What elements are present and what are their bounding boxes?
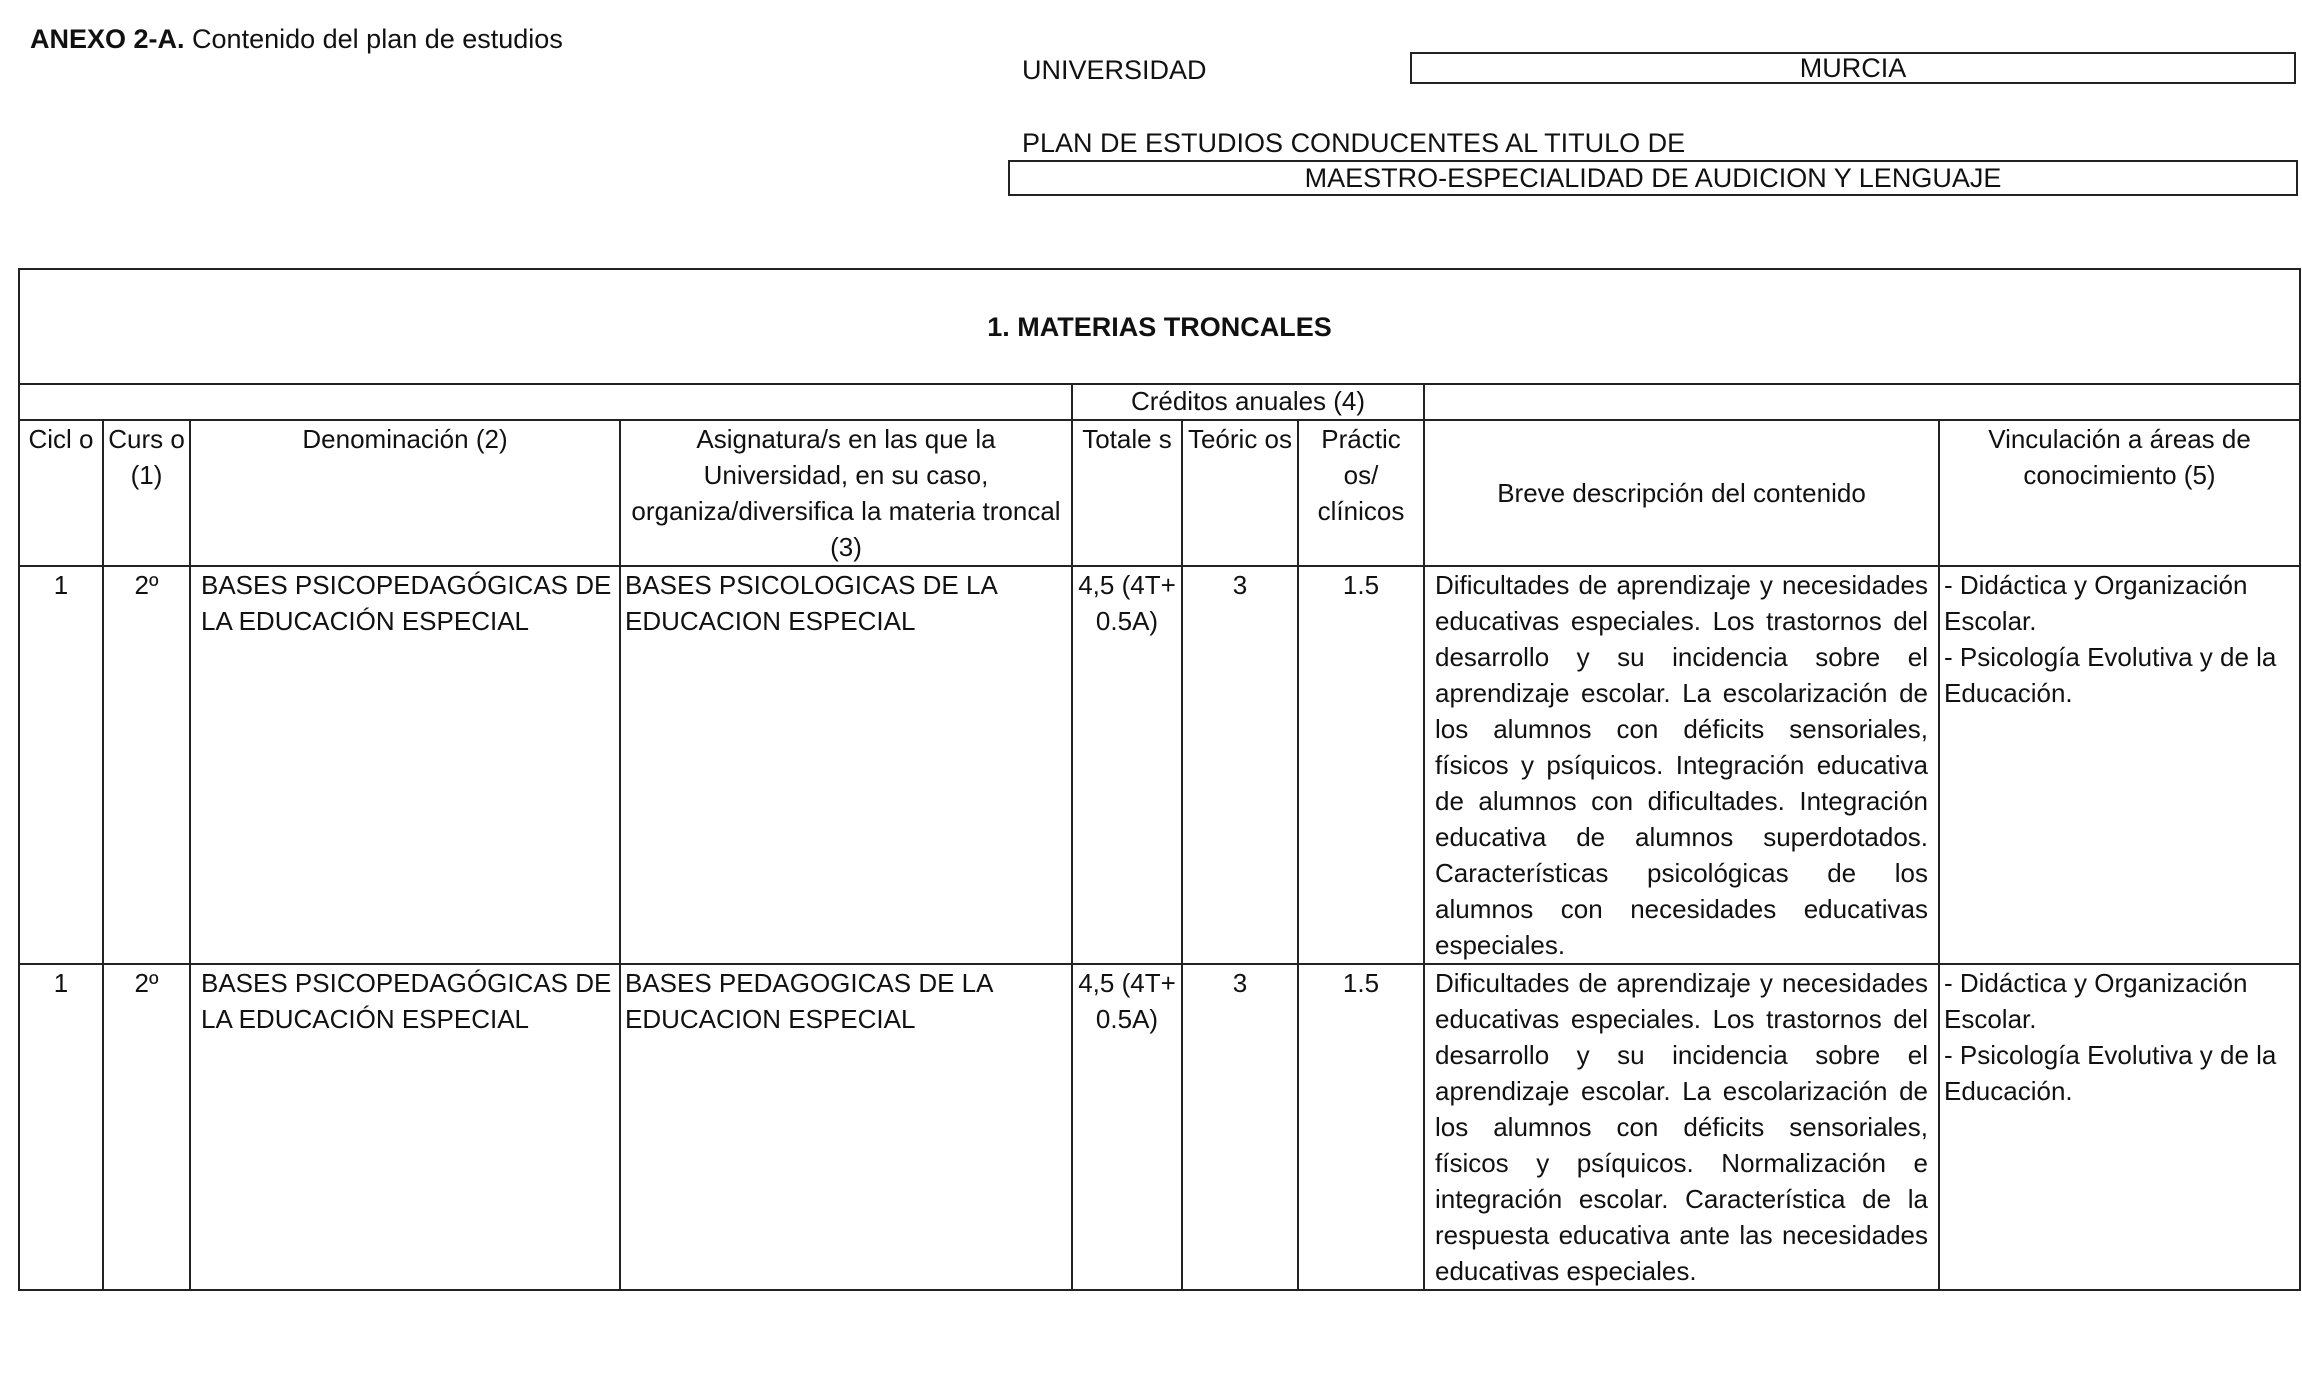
- cell-vinculacion: [1939, 566, 2300, 964]
- university-label: UNIVERSIDAD: [1022, 55, 1207, 85]
- cell-practicos: 1.5: [1298, 964, 1424, 1290]
- cell-vinculacion: [1939, 964, 2300, 1290]
- annex-label: ANEXO 2-A.: [30, 24, 185, 54]
- col-header-denominacion: Denominación (2): [190, 420, 620, 566]
- annex-heading: [30, 24, 563, 55]
- cell-descripcion: Dificultades de aprendizaje y necesidades educativas especiales. Los trastornos del desarrollo y su incidencia sobre el aprendizaje escolar. La escolarización de los alumnos con déficits sensoriales, físicos y psíquicos. Normalización e integración escolar. Característica de la respuesta educativa ante las necesidades educativas especiales.: [1424, 964, 1939, 1290]
- col-header-totales: Totale s: [1072, 420, 1182, 566]
- col-header-descripcion: Breve descripción del contenido: [1424, 420, 1939, 566]
- section-title: 1. MATERIAS TRONCALES: [19, 269, 2300, 384]
- vinculacion-area-1: - Didáctica y Organización Escolar.: [1944, 570, 2248, 636]
- col-header-asignatura: Asignatura/s en las que la Universidad, en su caso, organiza/diversifica la materia troncal (3): [620, 420, 1072, 566]
- col-header-curso: Curs o (1): [103, 420, 190, 566]
- col-header-ciclo: Cicl o: [19, 420, 103, 566]
- vinculacion-area-2: - Psicología Evolutiva y de la Educación.: [1944, 1040, 2277, 1106]
- col-header-vinculacion: Vinculación a áreas de conocimiento (5): [1939, 420, 2300, 566]
- cell-curso: 2º: [103, 566, 190, 964]
- credits-spacer-left: [19, 384, 1072, 420]
- cell-teoricos: 3: [1182, 964, 1298, 1290]
- cell-denominacion: BASES PSICOPEDAGÓGICAS DE LA EDUCACIÓN ESPECIAL: [190, 566, 620, 964]
- cell-asignatura: BASES PSICOLOGICAS DE LA EDUCACION ESPECIAL: [620, 566, 1072, 964]
- cell-descripcion: Dificultades de aprendizaje y necesidades educativas especiales. Los trastornos del desarrollo y su incidencia sobre el aprendizaje escolar. La escolarización de los alumnos con déficits sensoriales, físicos y psíquicos. Integración educativa de alumnos con dificultades. Integración educativa de alumnos superdotados. Características psicológicas de los alumnos con necesidades educativas especiales.: [1424, 566, 1939, 964]
- vinculacion-area-1: - Didáctica y Organización Escolar.: [1944, 968, 2248, 1034]
- vinculacion-area-2: - Psicología Evolutiva y de la Educación.: [1944, 642, 2277, 708]
- cell-ciclo: 1: [19, 566, 103, 964]
- cell-teoricos: 3: [1182, 566, 1298, 964]
- cell-denominacion: BASES PSICOPEDAGÓGICAS DE LA EDUCACIÓN ESPECIAL: [190, 964, 620, 1290]
- col-header-teoricos: Teóric os: [1182, 420, 1298, 566]
- cell-totales: 4,5 (4T+ 0.5A): [1072, 964, 1182, 1290]
- cell-ciclo: 1: [19, 964, 103, 1290]
- cell-asignatura: BASES PEDAGOGICAS DE LA EDUCACION ESPECIAL: [620, 964, 1072, 1290]
- credits-spacer-right: [1424, 384, 2300, 420]
- cell-curso: 2º: [103, 964, 190, 1290]
- plan-label: PLAN DE ESTUDIOS CONDUCENTES AL TITULO DE: [1022, 128, 1686, 158]
- annex-title: Contenido del plan de estudios: [192, 24, 563, 54]
- university-value: MURCIA: [1410, 52, 2296, 84]
- cell-totales: 4,5 (4T+ 0.5A): [1072, 566, 1182, 964]
- col-header-practicos: Práctic os/ clínicos: [1298, 420, 1424, 566]
- materias-table: [18, 268, 2301, 1291]
- plan-value: MAESTRO-ESPECIALIDAD DE AUDICION Y LENGUAJE: [1008, 160, 2298, 196]
- cell-practicos: 1.5: [1298, 566, 1424, 964]
- table-row: [19, 964, 2300, 1290]
- table-row: [19, 566, 2300, 964]
- credits-group-header: Créditos anuales (4): [1072, 384, 1424, 420]
